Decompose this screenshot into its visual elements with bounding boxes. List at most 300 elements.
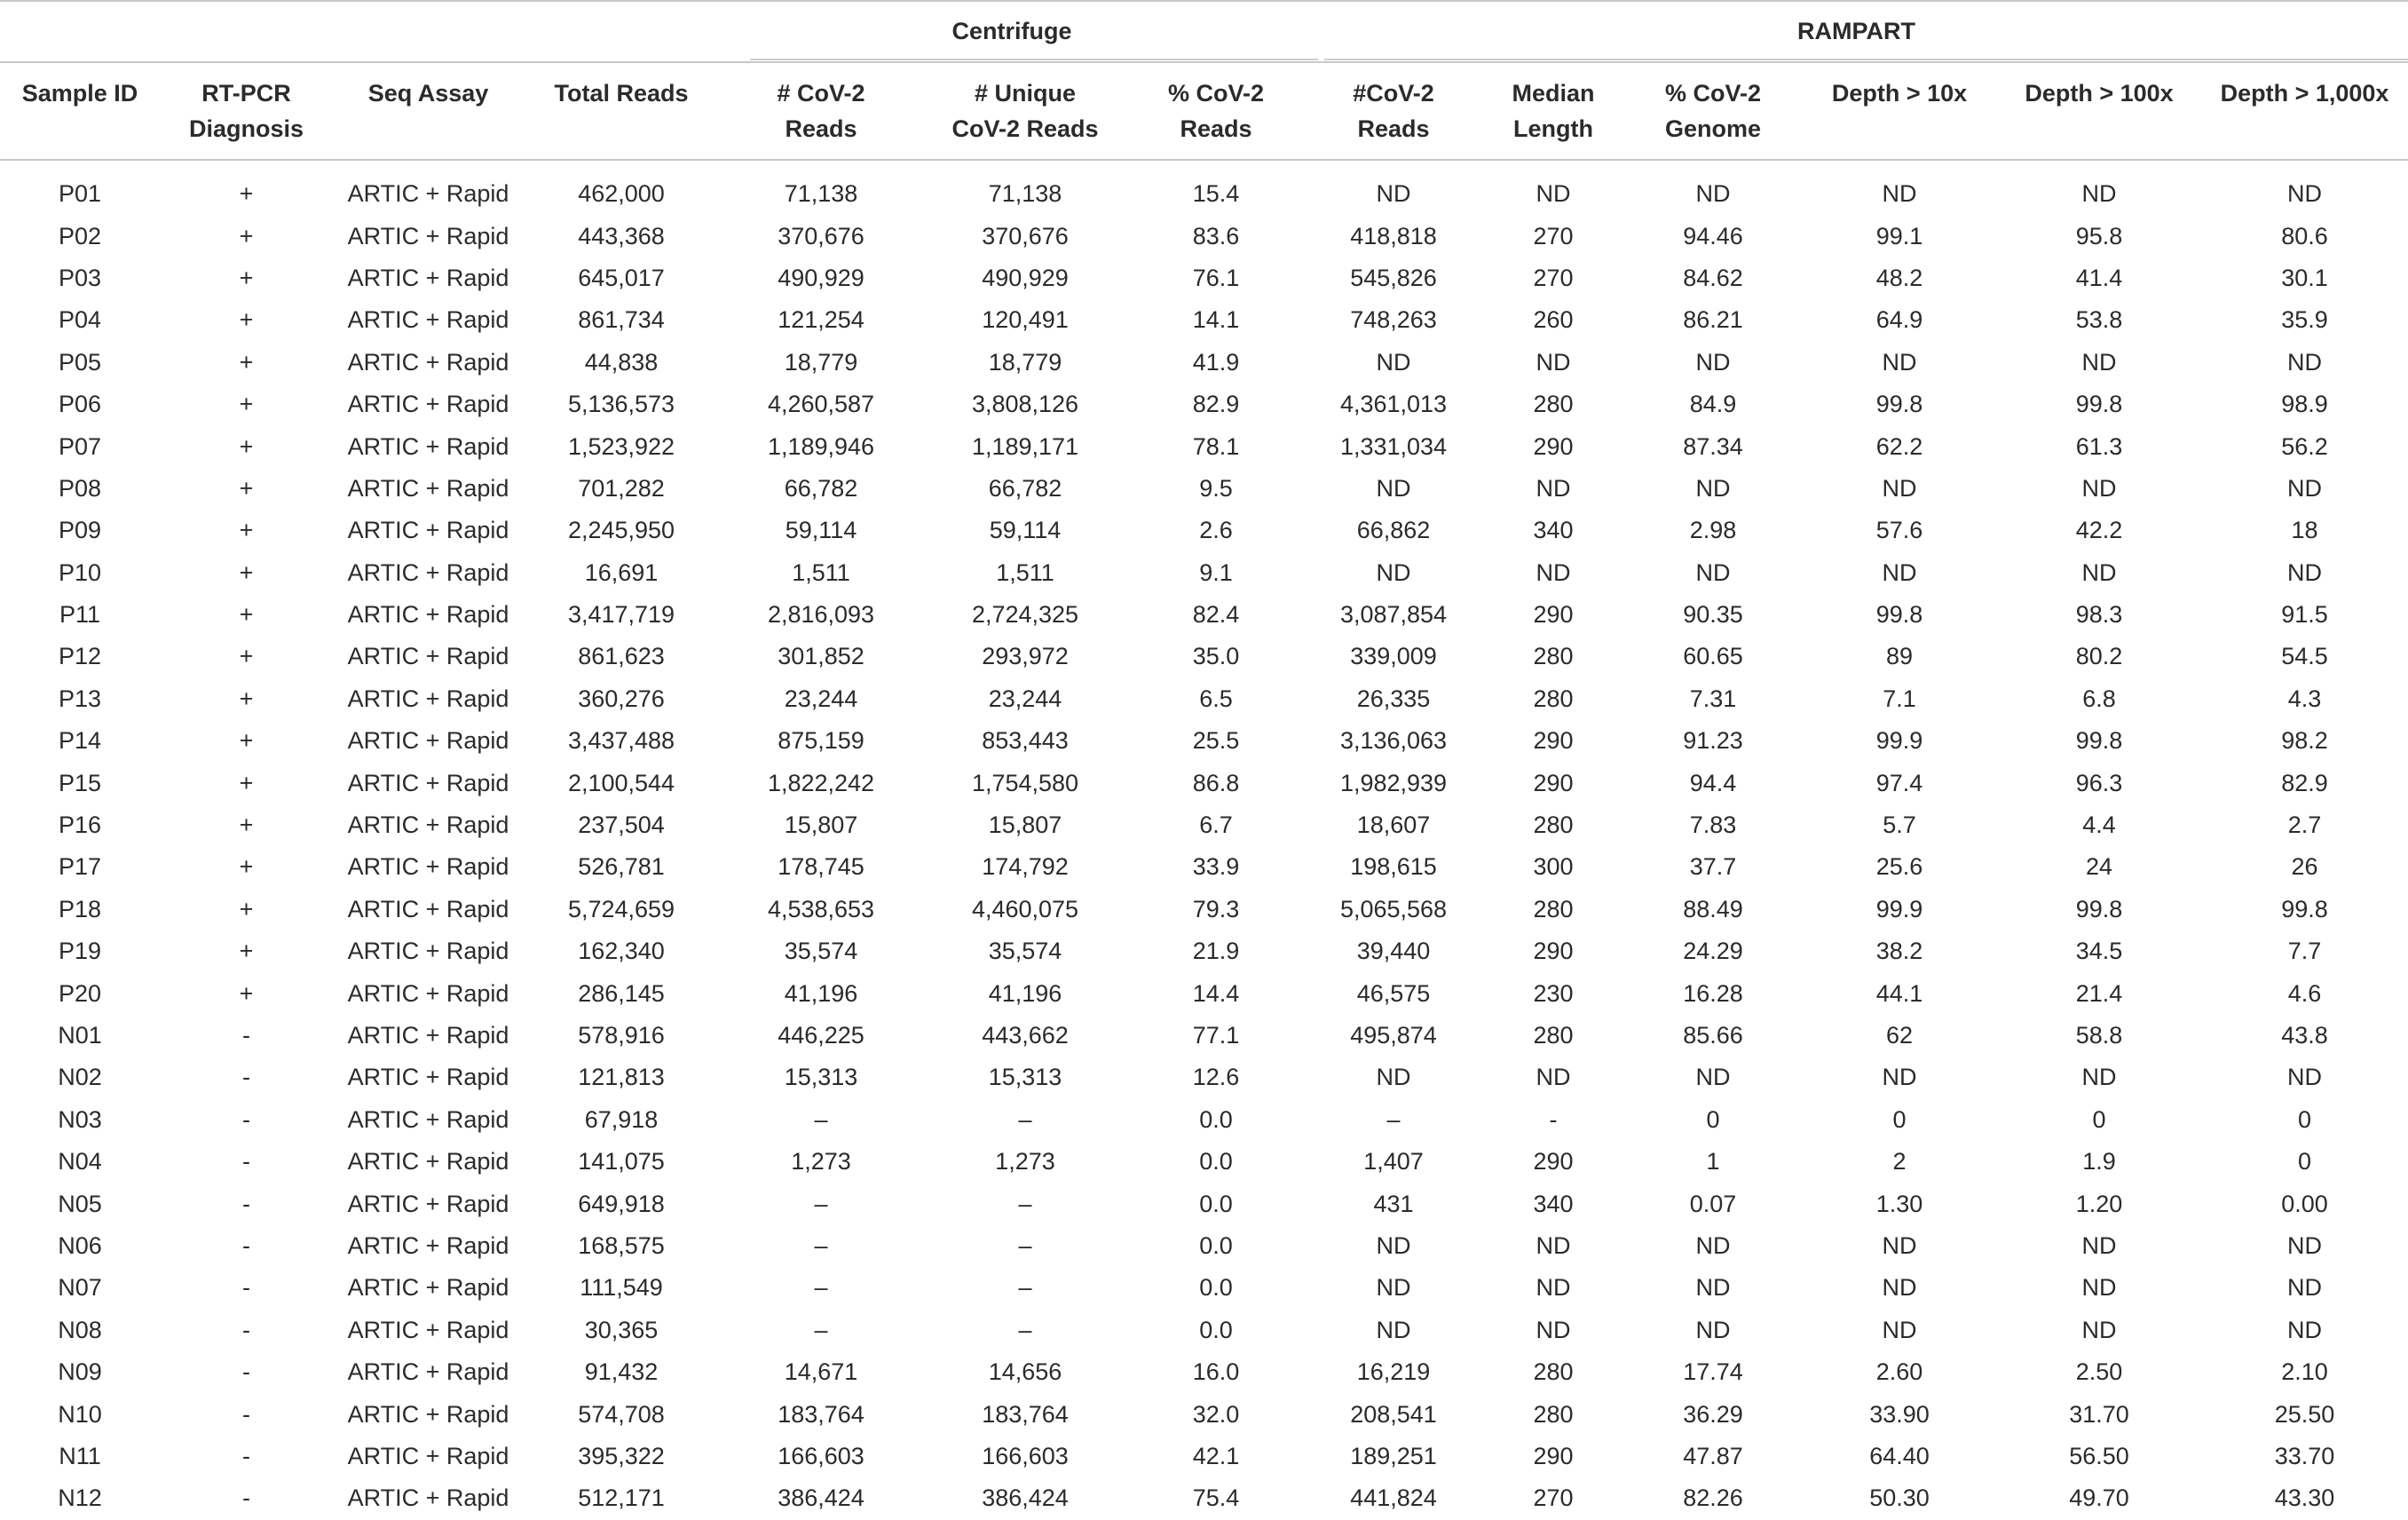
cell-total-reads: 111,549 — [580, 1274, 663, 1302]
column-header-line2: CoV-2 Reads — [951, 115, 1099, 142]
cell-rt-pcr-diagnosis: - — [242, 1064, 250, 1091]
cell-unique-cov2-reads: – — [1018, 1274, 1032, 1302]
table-body — [0, 160, 2408, 1520]
cell-total-reads: 2,245,950 — [567, 517, 675, 544]
cell-cov2-reads: 4,260,587 — [767, 391, 875, 418]
cell-sample-id: P20 — [58, 979, 102, 1007]
cell-pct-cov2-reads: 0.0 — [1199, 1231, 1233, 1259]
cell-depth-1000x: 2.10 — [2281, 1358, 2328, 1386]
cell-seq-assay: ARTIC + Rapid — [347, 727, 509, 755]
cell-pct-cov2-reads: 82.9 — [1192, 391, 1240, 418]
cell-rampart-cov2-reads: 545,826 — [1350, 264, 1437, 291]
cell-total-reads: 5,724,659 — [567, 895, 675, 922]
rampart-group-rule — [1324, 59, 2408, 60]
cell-rampart-cov2-reads: 418,818 — [1350, 222, 1437, 249]
cell-rampart-cov2-reads: 3,136,063 — [1339, 727, 1448, 755]
cell-pct-cov2-genome: 47.87 — [1683, 1442, 1743, 1469]
cell-rampart-cov2-reads: 4,361,013 — [1339, 391, 1448, 418]
table-row — [0, 215, 2408, 257]
column-header-sample-id — [0, 62, 160, 160]
column-header-line2: Reads — [1180, 115, 1252, 142]
cell-depth-10x: 44.1 — [1875, 979, 1923, 1007]
cell-seq-assay: ARTIC + Rapid — [347, 601, 509, 629]
cell-depth-100x: 53.8 — [2075, 306, 2123, 334]
cell-pct-cov2-genome: ND — [1695, 1316, 1731, 1343]
table-row — [0, 510, 2408, 551]
cell-pct-cov2-reads: 25.5 — [1192, 727, 1240, 755]
cell-depth-1000x: 18 — [2291, 517, 2318, 544]
cell-pct-cov2-genome: 16.28 — [1683, 979, 1743, 1007]
column-header-depth-10x — [1802, 62, 1997, 160]
cell-depth-10x: 99.9 — [1875, 727, 1923, 755]
cell-pct-cov2-genome: ND — [1695, 474, 1731, 502]
cell-total-reads: 16,691 — [584, 558, 659, 586]
cell-rampart-cov2-reads: 66,862 — [1356, 517, 1431, 544]
cell-total-reads: 526,781 — [578, 853, 665, 881]
cell-sample-id: P04 — [58, 306, 102, 334]
cell-rampart-cov2-reads: 16,219 — [1356, 1358, 1431, 1386]
cell-pct-cov2-genome: 0.07 — [1689, 1190, 1737, 1217]
cell-pct-cov2-genome: 86.21 — [1683, 306, 1743, 334]
cell-total-reads: 168,575 — [578, 1231, 665, 1259]
cell-seq-assay: ARTIC + Rapid — [347, 1231, 509, 1259]
cell-total-reads: 121,813 — [578, 1064, 665, 1091]
cell-depth-10x: 25.6 — [1875, 853, 1923, 881]
cell-pct-cov2-genome: ND — [1695, 558, 1731, 586]
cell-median-length: ND — [1536, 474, 1571, 502]
cell-median-length: 280 — [1533, 811, 1574, 839]
cell-depth-100x: 95.8 — [2075, 222, 2123, 249]
cell-median-length: 270 — [1533, 222, 1574, 249]
cell-depth-10x: 99.9 — [1875, 895, 1923, 922]
cell-depth-100x: ND — [2081, 558, 2117, 586]
cell-unique-cov2-reads: 35,574 — [988, 938, 1062, 965]
cell-unique-cov2-reads: 370,676 — [982, 222, 1069, 249]
cell-pct-cov2-genome: 17.74 — [1683, 1358, 1743, 1386]
cell-depth-10x: ND — [1882, 1316, 1917, 1343]
cell-rt-pcr-diagnosis: - — [242, 1484, 250, 1512]
cell-seq-assay: ARTIC + Rapid — [347, 264, 509, 291]
cell-rt-pcr-diagnosis: + — [239, 769, 254, 796]
cell-total-reads: 141,075 — [578, 1148, 665, 1176]
cell-seq-assay: ARTIC + Rapid — [347, 391, 509, 418]
cell-unique-cov2-reads: 174,792 — [982, 853, 1069, 881]
column-header-total-reads — [524, 62, 719, 160]
cell-depth-100x: 2.50 — [2075, 1358, 2123, 1386]
table-row — [0, 762, 2408, 804]
cell-sample-id: N01 — [58, 1022, 102, 1049]
cell-unique-cov2-reads: 1,754,580 — [971, 769, 1079, 796]
cell-unique-cov2-reads: 59,114 — [989, 517, 1062, 544]
cell-pct-cov2-genome: 84.62 — [1683, 264, 1743, 291]
cell-depth-10x: 5.7 — [1883, 811, 1916, 839]
cell-depth-1000x: ND — [2287, 348, 2323, 376]
cell-unique-cov2-reads: – — [1018, 1190, 1032, 1217]
cell-rampart-cov2-reads: 5,065,568 — [1339, 895, 1448, 922]
cell-depth-100x: 1.9 — [2082, 1148, 2116, 1176]
cell-cov2-reads: 41,196 — [784, 979, 858, 1007]
cell-rt-pcr-diagnosis: + — [239, 348, 254, 376]
column-header-line1: #CoV-2 — [1353, 80, 1434, 107]
cell-total-reads: 44,838 — [584, 348, 659, 376]
cell-cov2-reads: 1,511 — [792, 558, 850, 586]
cell-depth-10x: 7.1 — [1883, 685, 1916, 712]
cell-pct-cov2-genome: 1 — [1706, 1148, 1720, 1176]
cell-pct-cov2-reads: 9.5 — [1199, 474, 1233, 502]
cell-seq-assay: ARTIC + Rapid — [347, 1442, 509, 1469]
cell-depth-10x: ND — [1882, 348, 1917, 376]
cell-sample-id: P14 — [58, 727, 102, 755]
cell-depth-1000x: 26 — [2291, 853, 2318, 881]
cell-sample-id: N06 — [58, 1231, 102, 1259]
column-header-line1: Depth > 100x — [2025, 80, 2174, 107]
cell-depth-1000x: 99.8 — [2281, 895, 2328, 922]
cell-sample-id: P19 — [58, 938, 102, 965]
cell-sample-id: P11 — [59, 601, 101, 629]
cell-rampart-cov2-reads: 18,607 — [1356, 811, 1431, 839]
cell-depth-10x: ND — [1882, 1064, 1917, 1091]
cell-cov2-reads: 178,745 — [778, 853, 865, 881]
cell-seq-assay: ARTIC + Rapid — [347, 1148, 509, 1176]
cell-rampart-cov2-reads: ND — [1376, 180, 1411, 208]
cell-sample-id: P03 — [58, 264, 102, 291]
cell-depth-1000x: 98.2 — [2281, 727, 2328, 755]
column-header-seq-assay — [333, 62, 524, 160]
cell-rt-pcr-diagnosis: - — [242, 1105, 250, 1133]
cell-seq-assay: ARTIC + Rapid — [347, 1190, 509, 1217]
table-row — [0, 1141, 2408, 1183]
cell-cov2-reads: – — [814, 1231, 828, 1259]
cell-pct-cov2-reads: 32.0 — [1192, 1400, 1240, 1428]
cell-median-length: 340 — [1533, 1190, 1574, 1217]
column-header-line1: Sample ID — [21, 80, 138, 107]
cell-depth-100x: 1.20 — [2075, 1190, 2123, 1217]
cell-total-reads: 3,417,719 — [567, 601, 675, 629]
cell-rt-pcr-diagnosis: - — [242, 1316, 250, 1343]
table-row — [0, 804, 2408, 846]
cell-pct-cov2-reads: 16.0 — [1192, 1358, 1240, 1386]
cell-rt-pcr-diagnosis: + — [239, 727, 254, 755]
cell-rampart-cov2-reads: 495,874 — [1350, 1022, 1437, 1049]
cell-cov2-reads: 14,671 — [784, 1358, 858, 1386]
cell-pct-cov2-genome: 0 — [1706, 1105, 1720, 1133]
cell-unique-cov2-reads: – — [1018, 1105, 1032, 1133]
cell-rampart-cov2-reads: 208,541 — [1350, 1400, 1437, 1428]
cell-unique-cov2-reads: 386,424 — [982, 1484, 1069, 1512]
cell-rampart-cov2-reads: 339,009 — [1350, 643, 1437, 670]
cell-depth-10x: ND — [1882, 558, 1917, 586]
cell-total-reads: 91,432 — [584, 1358, 659, 1386]
cell-depth-10x: 2 — [1892, 1148, 1907, 1176]
cell-depth-100x: 61.3 — [2075, 432, 2123, 460]
column-header-line1: # Unique — [974, 80, 1076, 107]
cell-rampart-cov2-reads: 1,407 — [1363, 1148, 1424, 1176]
cell-cov2-reads: 875,159 — [778, 727, 865, 755]
cell-pct-cov2-reads: 12.6 — [1192, 1064, 1240, 1091]
cell-pct-cov2-genome: 91.23 — [1683, 727, 1743, 755]
cell-median-length: 340 — [1533, 517, 1574, 544]
cell-seq-assay: ARTIC + Rapid — [347, 517, 509, 544]
cell-depth-1000x: 33.70 — [2274, 1442, 2335, 1469]
cell-sample-id: N08 — [58, 1316, 102, 1343]
table-row — [0, 1183, 2408, 1224]
column-header-line2: Reads — [785, 115, 857, 142]
centrifuge-group-rule — [750, 59, 1318, 60]
cell-depth-10x: ND — [1882, 1231, 1917, 1259]
cell-cov2-reads: 71,138 — [784, 180, 858, 208]
cell-sample-id: P10 — [58, 558, 102, 586]
cell-rampart-cov2-reads: 26,335 — [1356, 685, 1431, 712]
cell-pct-cov2-reads: 83.6 — [1192, 222, 1240, 249]
cell-depth-100x: 4.4 — [2082, 811, 2116, 839]
cell-sample-id: N10 — [58, 1400, 102, 1428]
cell-pct-cov2-reads: 0.0 — [1199, 1190, 1233, 1217]
cell-rampart-cov2-reads: 431 — [1373, 1190, 1414, 1217]
cell-rt-pcr-diagnosis: + — [239, 938, 254, 965]
cell-sample-id: N09 — [58, 1358, 102, 1386]
table-row — [0, 425, 2408, 467]
cell-cov2-reads: 183,764 — [778, 1400, 865, 1428]
cell-seq-assay: ARTIC + Rapid — [347, 938, 509, 965]
cell-rt-pcr-diagnosis: - — [242, 1190, 250, 1217]
cell-median-length: 270 — [1533, 1484, 1574, 1512]
cell-sample-id: N07 — [58, 1274, 102, 1302]
cell-median-length: 280 — [1533, 685, 1574, 712]
cell-pct-cov2-genome: 90.35 — [1683, 601, 1743, 629]
column-header-line1: Median — [1512, 80, 1595, 107]
cell-depth-1000x: ND — [2287, 1064, 2323, 1091]
cell-median-length: - — [1549, 1105, 1558, 1133]
cell-sample-id: P12 — [58, 643, 102, 670]
column-header-rt-pcr-diagnosis — [160, 62, 333, 160]
cell-seq-assay: ARTIC + Rapid — [347, 348, 509, 376]
cell-sample-id: N11 — [59, 1442, 101, 1469]
cell-median-length: 300 — [1533, 853, 1574, 881]
cell-depth-100x: ND — [2081, 1064, 2117, 1091]
cell-rt-pcr-diagnosis: + — [239, 180, 254, 208]
cell-pct-cov2-genome: 94.4 — [1689, 769, 1737, 796]
cell-median-length: 290 — [1533, 1148, 1574, 1176]
cell-pct-cov2-genome: 60.65 — [1683, 643, 1743, 670]
cell-sample-id: P02 — [58, 222, 102, 249]
group-header-row — [0, 1, 2408, 62]
cell-cov2-reads: – — [814, 1274, 828, 1302]
table-row — [0, 594, 2408, 636]
cell-unique-cov2-reads: 23,244 — [988, 685, 1062, 712]
cell-seq-assay: ARTIC + Rapid — [347, 895, 509, 922]
cell-total-reads: 645,017 — [578, 264, 665, 291]
cell-depth-1000x: 91.5 — [2281, 601, 2328, 629]
cell-cov2-reads: 386,424 — [778, 1484, 865, 1512]
cell-pct-cov2-reads: 75.4 — [1192, 1484, 1240, 1512]
cell-seq-assay: ARTIC + Rapid — [347, 1274, 509, 1302]
cell-median-length: 290 — [1533, 601, 1574, 629]
cell-seq-assay: ARTIC + Rapid — [347, 979, 509, 1007]
table-row — [0, 1015, 2408, 1057]
cell-cov2-reads: 4,538,653 — [767, 895, 875, 922]
cell-depth-10x: 99.8 — [1875, 391, 1923, 418]
cell-cov2-reads: 1,273 — [791, 1148, 851, 1176]
cell-unique-cov2-reads: 18,779 — [988, 348, 1062, 376]
cell-rampart-cov2-reads: ND — [1376, 1316, 1411, 1343]
cell-seq-assay: ARTIC + Rapid — [347, 474, 509, 502]
cell-total-reads: 861,734 — [578, 306, 665, 334]
cell-cov2-reads: 15,313 — [784, 1064, 858, 1091]
cell-seq-assay: ARTIC + Rapid — [347, 1484, 509, 1512]
cell-rampart-cov2-reads: ND — [1376, 1231, 1411, 1259]
cell-depth-1000x: 4.6 — [2287, 979, 2322, 1007]
cell-seq-assay: ARTIC + Rapid — [347, 1316, 509, 1343]
cell-depth-100x: ND — [2081, 348, 2117, 376]
cell-rt-pcr-diagnosis: - — [242, 1148, 250, 1176]
cell-sample-id: N12 — [58, 1484, 102, 1512]
cell-median-length: 280 — [1533, 895, 1574, 922]
column-header-line2: Length — [1513, 115, 1593, 142]
cell-total-reads: 578,916 — [578, 1022, 665, 1049]
cell-depth-1000x: ND — [2287, 1274, 2323, 1302]
cell-total-reads: 5,136,573 — [567, 391, 675, 418]
cell-pct-cov2-genome: ND — [1695, 1274, 1731, 1302]
cell-median-length: 230 — [1533, 979, 1574, 1007]
table-row — [0, 678, 2408, 720]
cell-rampart-cov2-reads: – — [1386, 1105, 1401, 1133]
cell-rt-pcr-diagnosis: + — [239, 222, 254, 249]
cell-total-reads: 286,145 — [578, 979, 665, 1007]
table-row — [0, 1057, 2408, 1098]
cell-depth-100x: 99.8 — [2075, 391, 2123, 418]
cell-depth-1000x: ND — [2287, 558, 2323, 586]
cell-total-reads: 2,100,544 — [567, 769, 675, 796]
cell-seq-assay: ARTIC + Rapid — [347, 306, 509, 334]
cell-unique-cov2-reads: 15,313 — [988, 1064, 1062, 1091]
cell-sample-id: P15 — [58, 769, 102, 796]
table-row — [0, 972, 2408, 1014]
cell-unique-cov2-reads: 120,491 — [982, 306, 1069, 334]
cell-total-reads: 512,171 — [578, 1484, 665, 1512]
column-header-pct-cov2-reads — [1127, 62, 1305, 160]
cell-depth-100x: 98.3 — [2075, 601, 2123, 629]
cell-depth-1000x: 0 — [2298, 1105, 2312, 1133]
cell-median-length: 270 — [1533, 264, 1574, 291]
cell-depth-1000x: ND — [2287, 1231, 2323, 1259]
cell-sample-id: P06 — [58, 391, 102, 418]
cell-pct-cov2-reads: 14.4 — [1192, 979, 1240, 1007]
cell-depth-1000x: 43.8 — [2281, 1022, 2328, 1049]
cell-depth-10x: 33.90 — [1869, 1400, 1930, 1428]
cell-sample-id: P17 — [58, 853, 102, 881]
cell-pct-cov2-genome: 7.83 — [1689, 811, 1737, 839]
cell-pct-cov2-reads: 79.3 — [1192, 895, 1240, 922]
cell-median-length: 280 — [1533, 1022, 1574, 1049]
cell-median-length: 280 — [1533, 1400, 1574, 1428]
column-header-line1: RT-PCR — [201, 80, 291, 107]
group-header-centrifuge: Centrifuge — [951, 18, 1072, 44]
cell-pct-cov2-reads: 21.9 — [1192, 938, 1240, 965]
cell-seq-assay: ARTIC + Rapid — [347, 685, 509, 712]
cell-cov2-reads: – — [814, 1316, 828, 1343]
cell-depth-10x: 0 — [1892, 1105, 1907, 1133]
cell-median-length: ND — [1536, 1274, 1571, 1302]
cell-depth-10x: 99.8 — [1875, 601, 1923, 629]
cell-median-length: ND — [1536, 1231, 1571, 1259]
cell-rt-pcr-diagnosis: + — [239, 685, 254, 712]
cell-seq-assay: ARTIC + Rapid — [347, 643, 509, 670]
cell-cov2-reads: 23,244 — [784, 685, 858, 712]
cell-rt-pcr-diagnosis: - — [242, 1358, 250, 1386]
cell-rampart-cov2-reads: ND — [1376, 558, 1411, 586]
cell-unique-cov2-reads: – — [1018, 1316, 1032, 1343]
cell-unique-cov2-reads: 443,662 — [982, 1022, 1069, 1049]
cell-total-reads: 574,708 — [578, 1400, 665, 1428]
cell-depth-10x: ND — [1882, 180, 1917, 208]
cell-pct-cov2-genome: 7.31 — [1689, 685, 1737, 712]
cell-pct-cov2-genome: 94.46 — [1683, 222, 1743, 249]
cell-pct-cov2-genome: 2.98 — [1689, 517, 1737, 544]
table-row — [0, 1099, 2408, 1141]
cell-pct-cov2-reads: 6.5 — [1199, 685, 1233, 712]
cell-depth-1000x: 7.7 — [2287, 938, 2322, 965]
cell-pct-cov2-reads: 77.1 — [1192, 1022, 1240, 1049]
cell-rampart-cov2-reads: 1,982,939 — [1339, 769, 1448, 796]
cell-sample-id: P01 — [58, 180, 102, 208]
table-row — [0, 1393, 2408, 1435]
cell-rampart-cov2-reads: ND — [1376, 1274, 1411, 1302]
cell-cov2-reads: 1,822,242 — [767, 769, 875, 796]
cell-pct-cov2-reads: 41.9 — [1192, 348, 1240, 376]
cell-median-length: ND — [1536, 180, 1571, 208]
cell-pct-cov2-reads: 0.0 — [1199, 1316, 1233, 1343]
cell-seq-assay: ARTIC + Rapid — [347, 222, 509, 249]
cell-median-length: 280 — [1533, 391, 1574, 418]
cell-depth-1000x: ND — [2287, 1316, 2323, 1343]
cell-depth-100x: 31.70 — [2069, 1400, 2129, 1428]
cell-rt-pcr-diagnosis: - — [242, 1400, 250, 1428]
cell-depth-1000x: 54.5 — [2281, 643, 2328, 670]
cell-unique-cov2-reads: 71,138 — [988, 180, 1062, 208]
cell-median-length: 290 — [1533, 1442, 1574, 1469]
column-header-line1: Total Reads — [554, 80, 689, 107]
cell-seq-assay: ARTIC + Rapid — [347, 1064, 509, 1091]
column-header-rampart-cov2-reads — [1305, 62, 1482, 160]
cell-unique-cov2-reads: 490,929 — [982, 264, 1069, 291]
cell-depth-10x: 38.2 — [1875, 938, 1923, 965]
column-header-depth-100x — [1997, 62, 2201, 160]
cell-pct-cov2-genome: 87.34 — [1683, 432, 1743, 460]
table-row — [0, 846, 2408, 888]
cell-seq-assay: ARTIC + Rapid — [347, 180, 509, 208]
cell-seq-assay: ARTIC + Rapid — [347, 1358, 509, 1386]
cell-depth-100x: ND — [2081, 1274, 2117, 1302]
cell-depth-100x: ND — [2081, 1316, 2117, 1343]
cell-depth-100x: 99.8 — [2075, 895, 2123, 922]
cell-depth-1000x: 25.50 — [2274, 1400, 2335, 1428]
cell-depth-10x: 50.30 — [1869, 1484, 1930, 1512]
cell-total-reads: 360,276 — [578, 685, 665, 712]
cell-total-reads: 861,623 — [578, 643, 665, 670]
cell-depth-10x: 57.6 — [1875, 517, 1923, 544]
cell-median-length: ND — [1536, 1064, 1571, 1091]
cell-rt-pcr-diagnosis: + — [239, 517, 254, 544]
cell-cov2-reads: 301,852 — [778, 643, 865, 670]
cell-pct-cov2-reads: 2.6 — [1199, 517, 1233, 544]
table-row — [0, 468, 2408, 510]
cell-rt-pcr-diagnosis: + — [239, 853, 254, 881]
cell-depth-100x: 6.8 — [2082, 685, 2116, 712]
cell-seq-assay: ARTIC + Rapid — [347, 769, 509, 796]
cell-sample-id: P13 — [58, 685, 102, 712]
cell-depth-10x: 62.2 — [1875, 432, 1923, 460]
cell-depth-100x: 49.70 — [2069, 1484, 2129, 1512]
